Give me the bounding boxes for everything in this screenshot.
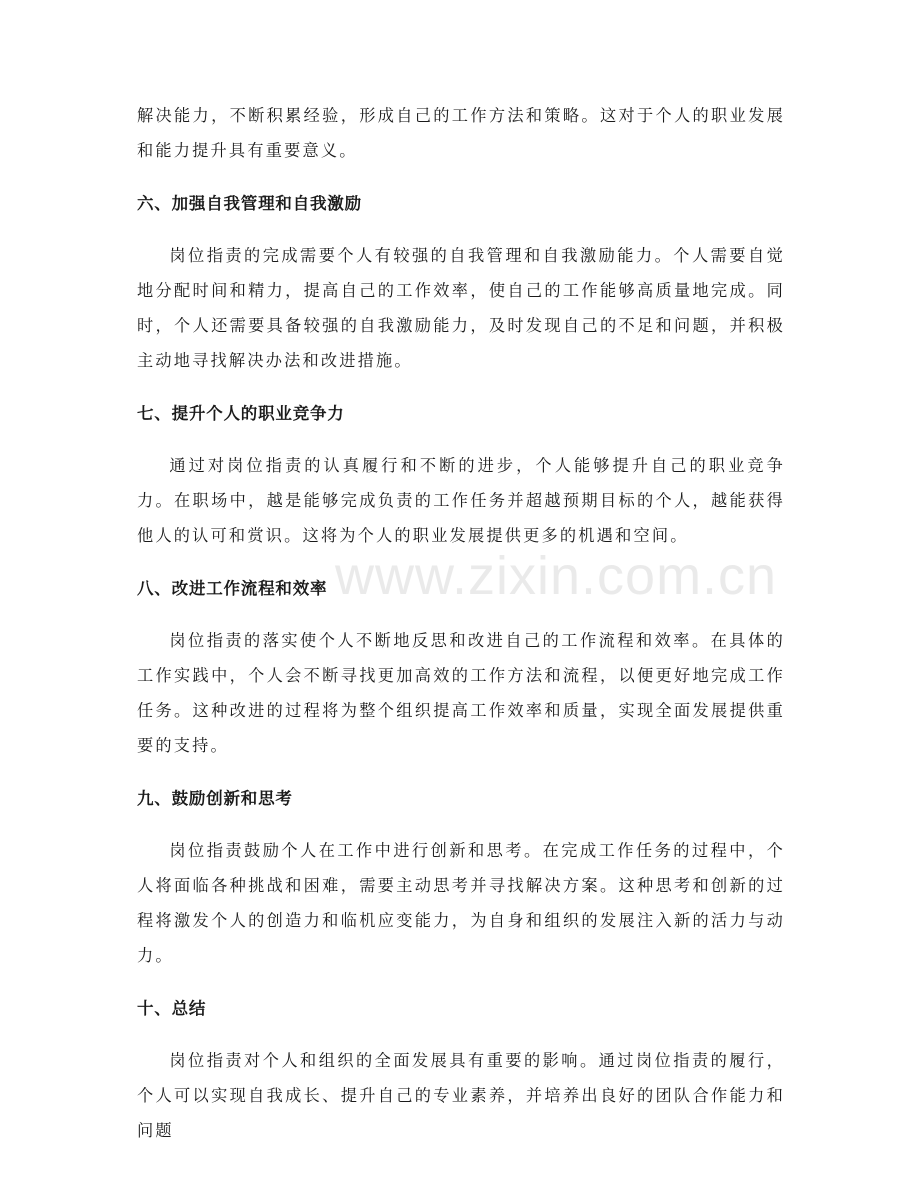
section-body-10: 岗位指责对个人和组织的全面发展具有重要的影响。通过岗位指责的履行，个人可以实现自我成长、提升自己的专业素养，并培养出良好的团队合作能力和问题 xyxy=(137,1051,785,1140)
document-body xyxy=(137,98,785,1148)
section-heading-9: 九、鼓励创新和思考 xyxy=(137,789,293,808)
spacer xyxy=(137,168,785,186)
spacer xyxy=(137,553,785,571)
watermark: www.zixin.com.cn xyxy=(335,546,778,606)
section-heading-7: 七、提升个人的职业竞争力 xyxy=(137,404,345,423)
spacer xyxy=(137,973,785,991)
spacer xyxy=(137,763,785,781)
section-body-8: 岗位指责的落实使个人不断地反思和改进自己的工作流程和效率。在具体的工作实践中，个人会不断寻找更加高效的工作方法和流程，以便更好地完成工作任务。这种改进的过程将为整个组织提高工作效率和质量，实现全面发展提供重要的支持。 xyxy=(137,631,785,755)
section-heading-10: 十、总结 xyxy=(137,999,207,1018)
spacer xyxy=(137,1026,785,1043)
section-heading-6: 六、加强自我管理和自我激励 xyxy=(137,194,362,213)
section-body-9: 岗位指责鼓励个人在工作中进行创新和思考。在完成工作任务的过程中，个人将面临各种挑战和困难，需要主动思考并寻找解决方案。这种思考和创新的过程将激发个人的创造力和临机应变能力，为自身和组织的发展注入新的活力与动力。 xyxy=(137,841,785,965)
section-heading-8: 八、改进工作流程和效率 xyxy=(137,579,328,598)
intro-paragraph: 解决能力，不断积累经验，形成自己的工作方法和策略。这对于个人的职业发展和能力提升具有重要意义。 xyxy=(137,106,785,160)
spacer xyxy=(137,816,785,833)
spacer xyxy=(137,221,785,238)
spacer xyxy=(137,378,785,396)
section-body-6: 岗位指责的完成需要个人有较强的自我管理和自我激励能力。个人需要自觉地分配时间和精力，提高自己的工作效率，使自己的工作能够高质量地完成。同时，个人还需要具备较强的自我激励能力，及时发现自己的不足和问题，并积极主动地寻找解决办法和改进措施。 xyxy=(137,246,785,370)
section-body-7: 通过对岗位指责的认真履行和不断的进步，个人能够提升自己的职业竞争力。在职场中，越是能够完成负责的工作任务并超越预期目标的个人，越能获得他人的认可和赏识。这将为个人的职业发展提供更多的机遇和空间。 xyxy=(137,456,785,545)
spacer xyxy=(137,431,785,448)
spacer xyxy=(137,606,785,623)
